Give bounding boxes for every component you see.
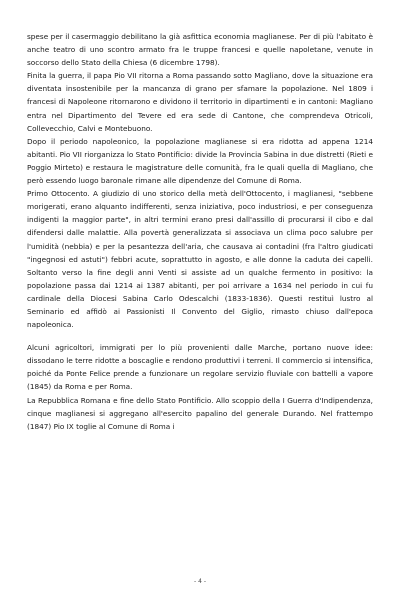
body-text xyxy=(27,30,373,433)
paragraph-2: Finita la guerra, il papa Pio VII ritorna a Roma passando sotto Magliano, dove la situazione era diventata insostenibile per la mancanza di grano per sfamare la popolazione. Nel 1809 i francesi di Napoleone ritornarono e dividono il territorio in dipartimenti e in cantoni: Magliano entra nel Dipartimento del Tevere ed era sede di Cantone, che comprendeva Otricoli, Collevecchio, Calvi e Montebuono. xyxy=(27,71,373,133)
paragraph-3: Dopo il periodo napoleonico, la popolazione maglianese si era ridotta ad appena 1214 abitanti. Pio VII riorganizza lo Stato Pontificio: divide la Provincia Sabina in due distretti (Rieti e Poggio Mirteto) e restaura le magistrature delle comunità, fra le quali quella di Magliano, che però essendo luogo baronale rimane alle dipendenze del Comune di Roma. xyxy=(27,136,373,186)
paragraph-6: La Repubblica Romana e fine dello Stato Pontificio. Allo scoppio della I Guerra d'Indipendenza, cinque maglianesi si aggregano all'esercito papalino del generale Durando. Nel frattempo (1847) Pio IX toglie al Comune di Roma i xyxy=(27,395,373,431)
page-number: - 4 - xyxy=(194,578,206,585)
paragraph-1: spese per il casermaggio debilitano la già asfittica economia maglianese. Per di più l'abitato è anche teatro di uno scontro armato fra le truppe francesi e quelle napoletane, venute in soccorso dello Stato della Chiesa (6 dicembre 1798). xyxy=(27,32,373,68)
paragraph-5: Alcuni agricoltori, immigrati per lo più provenienti dalle Marche, portano nuove idee: dissodano le terre ridotte a boscaglie e rendono produttivi i terreni. Il commercio si intensifica, poiché da Ponte Felice prende a funzionare un regolare servizio fluviale con battelli a vapore (1845) da Roma e per Roma. xyxy=(27,343,373,392)
paragraph-4: Primo Ottocento. A giudizio di uno storico della metà dell'Ottocento, i maglianesi, "sebbene morigerati, erano alquanto indifferenti, senza iniziativa, poco industriosi, e per conseguenza indigenti la maggior parte", in altri termini erano presi dall'assillo di procurarsi il cibo e dal difendersi dalle malattie. Alla povertà generalizzata si associava un clima poco salubre per l'umidità (nebbia) e per la pesantezza dell'aria, che causava ai contadini (fra l'altro giudicati "ingegnosi ed astuti") febbri acute, soprattutto in agosto, e alle donne la caduta dei capelli. Soltanto verso la fine degli anni Venti si assiste ad un qualche fermento in positivo: la popolazione passa dai 1214 ai 1387 abitanti, per poi arrivare a 1634 nel periodo in cui fu cardinale della Diocesi Sabina Carlo Odescalchi (1833-1836). Questi restituì lustro al Seminario ed affidò ai Passionisti Il Convento del Giglio, rimasto chiuso dall'epoca napoleonica. xyxy=(27,189,373,330)
